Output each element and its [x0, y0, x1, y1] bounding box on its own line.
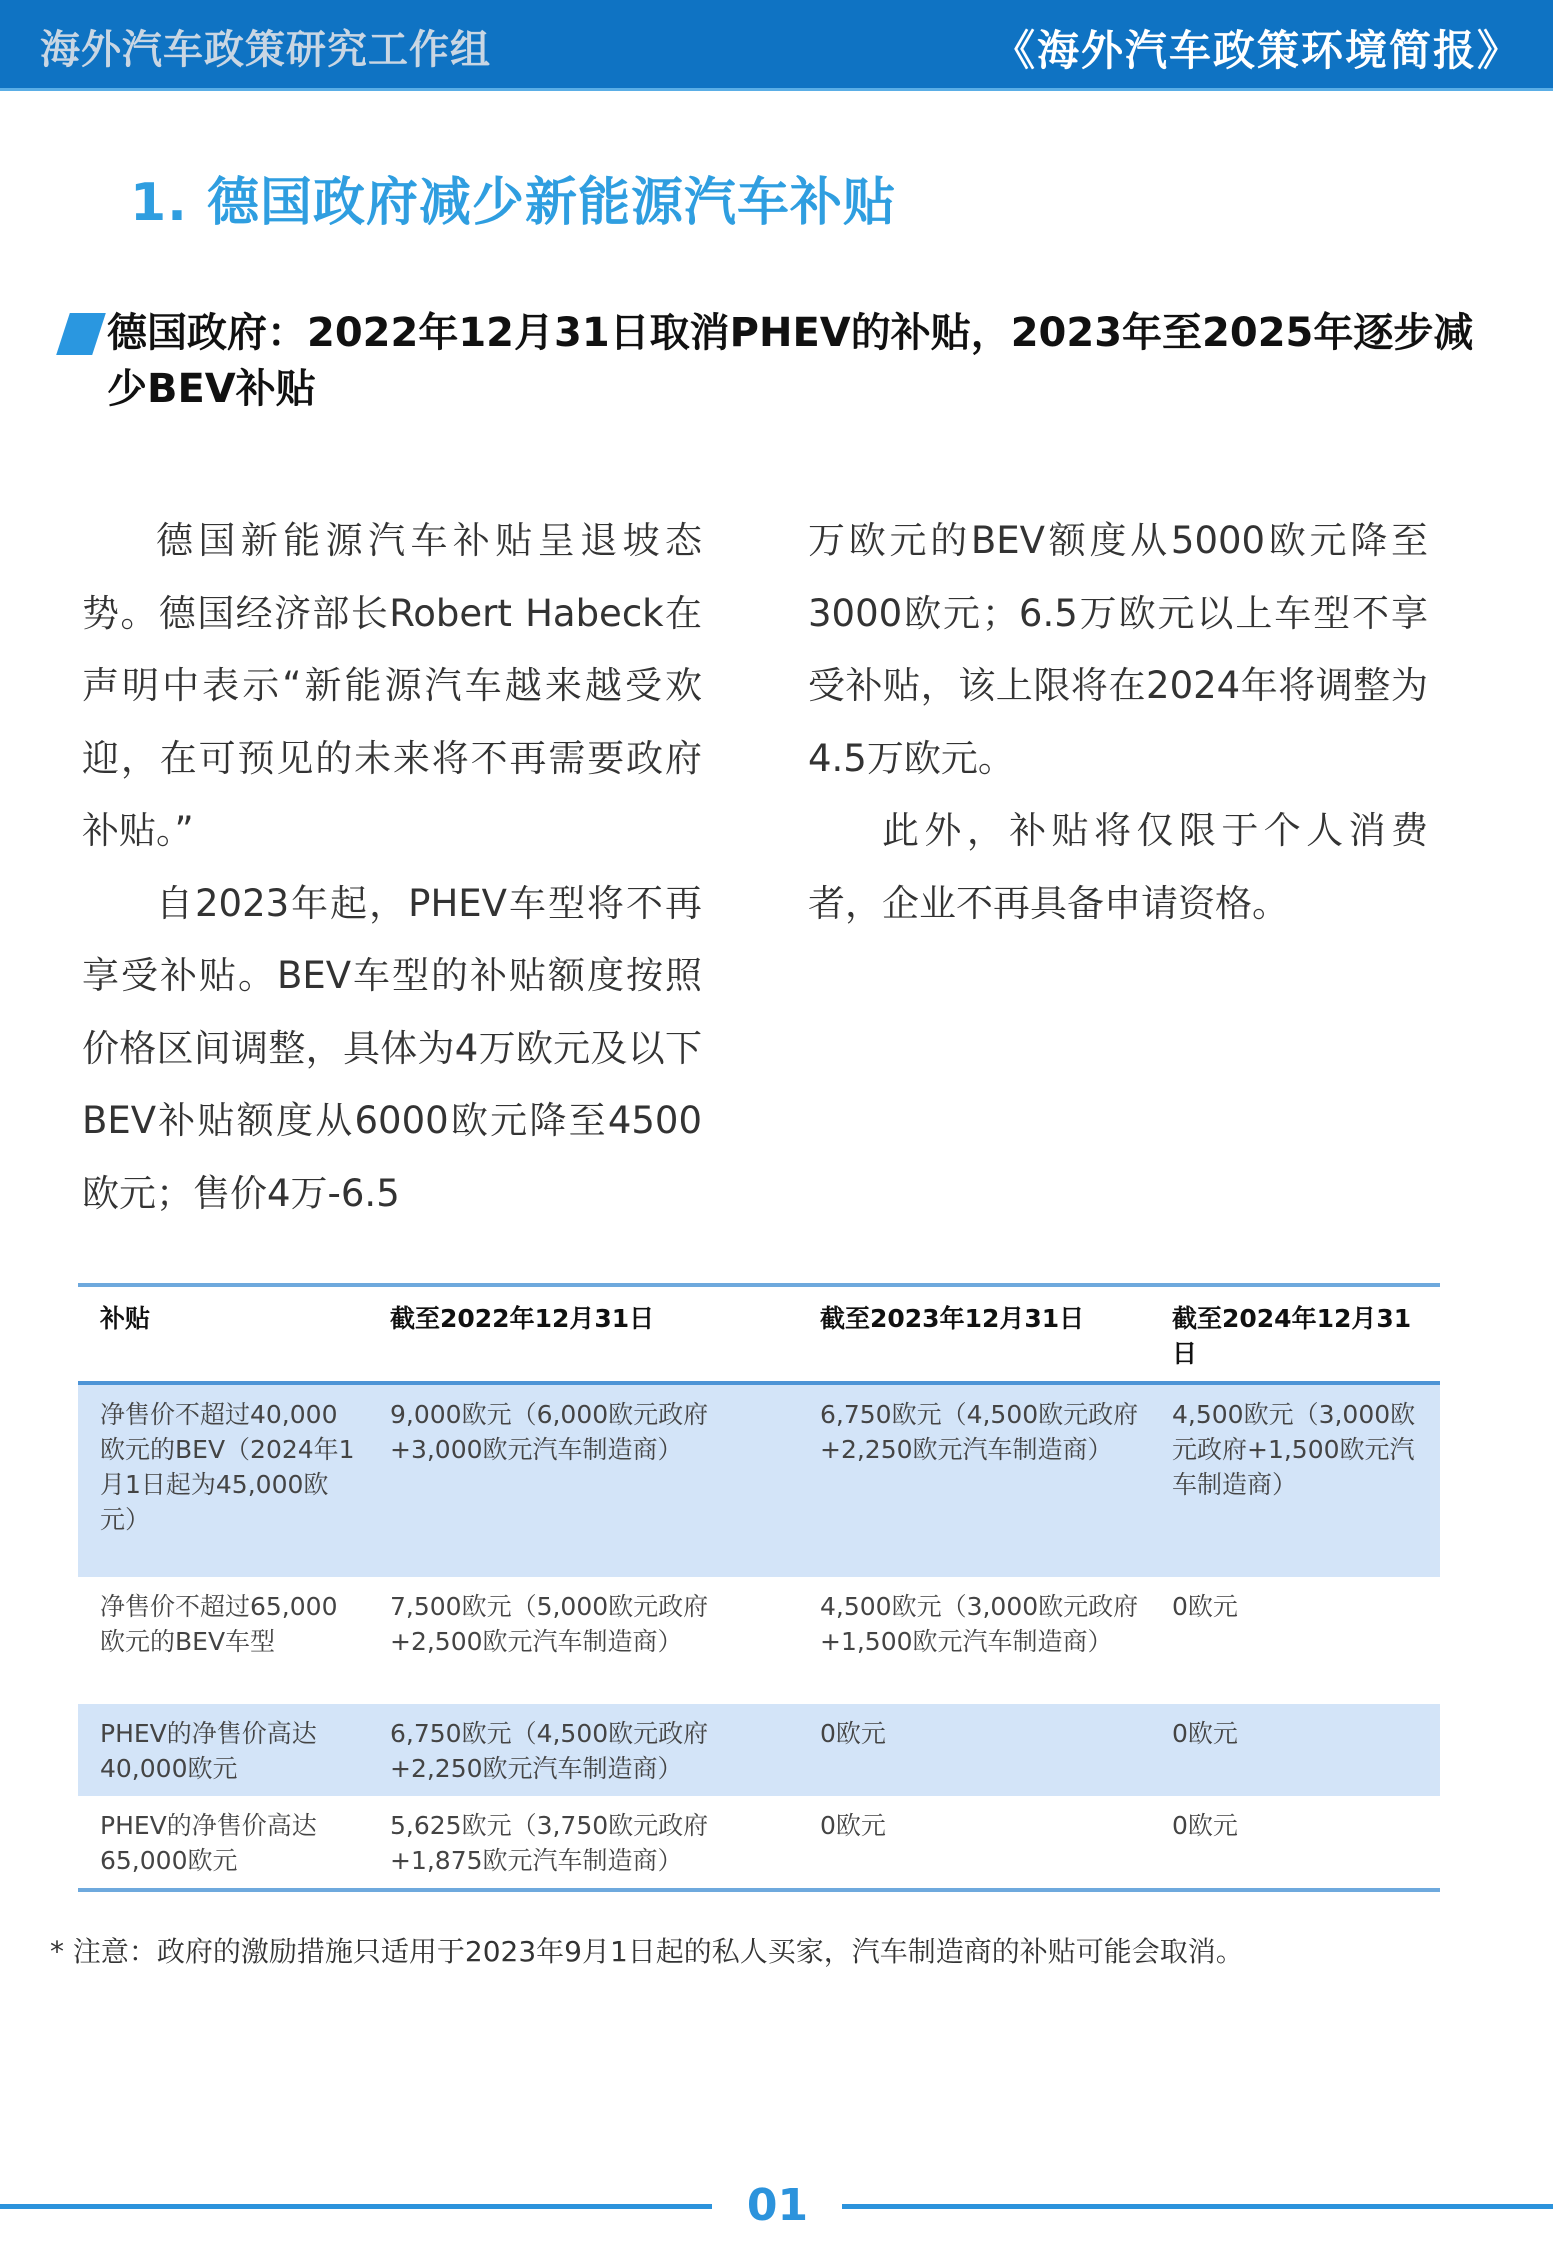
table-cell: 4,500欧元（3,000欧元政府+1,500欧元汽车制造商） [820, 1592, 1139, 1656]
column-header: 截至2024年12月31日 [1172, 1304, 1412, 1368]
table-cell: 5,625欧元（3,750欧元政府+1,875欧元汽车制造商） [390, 1811, 709, 1875]
paragraph: 自2023年起，PHEV车型将不再享受补贴。BEV车型的补贴额度按照价格区间调整，具体为4万欧元及以下BEV补贴额度从6000欧元降至4500欧元；售价4万-6.5 [82, 881, 702, 1215]
table-row [78, 1383, 1440, 1577]
body-column-right [808, 505, 1428, 940]
table-row [78, 1704, 1440, 1796]
table-cell: 0欧元 [820, 1811, 886, 1840]
table-cell: 0欧元 [1172, 1719, 1238, 1748]
subheading [55, 305, 1485, 417]
organization-name: 海外汽车政策研究工作组 [40, 27, 491, 73]
table-row [78, 1577, 1440, 1704]
column-header: 补贴 [100, 1304, 151, 1333]
category-cell: 净售价不超过65,000欧元的BEV车型 [100, 1592, 338, 1656]
table-header-row [78, 1285, 1440, 1383]
footnote: * 注意：政府的激励措施只适用于2023年9月1日起的私人买家，汽车制造商的补贴可能会取消。 [50, 1935, 1244, 1968]
section-title: 1. 德国政府减少新能源汽车补贴 [130, 173, 897, 233]
table-cell: 0欧元 [1172, 1592, 1238, 1621]
table-cell: 0欧元 [820, 1719, 886, 1748]
table-cell: 9,000欧元（6,000欧元政府+3,000欧元汽车制造商） [390, 1400, 709, 1464]
footer-divider-right [842, 2204, 1553, 2209]
header-bar [0, 0, 1553, 91]
column-header: 截至2023年12月31日 [820, 1304, 1085, 1333]
table-cell: 7,500欧元（5,000欧元政府+2,500欧元汽车制造商） [390, 1592, 709, 1656]
paragraph: 此外，补贴将仅限于个人消费者，企业不再具备申请资格。 [808, 809, 1428, 925]
category-cell: PHEV的净售价高达40,000欧元 [100, 1719, 317, 1783]
parallelogram-marker-icon [56, 313, 106, 355]
table-cell: 6,750欧元（4,500欧元政府+2,250欧元汽车制造商） [820, 1400, 1139, 1464]
subsidy-table [78, 1283, 1440, 1892]
page-footer [0, 2180, 1553, 2240]
table-cell: 0欧元 [1172, 1811, 1238, 1840]
footer-divider-left [0, 2204, 712, 2209]
page-number: 01 [746, 2180, 809, 2231]
column-header: 截至2022年12月31日 [390, 1304, 655, 1333]
paragraph: 万欧元的BEV额度从5000欧元降至3000欧元；6.5万欧元以上车型不享受补贴，该上限将在2024年将调整为4.5万欧元。 [808, 519, 1428, 780]
table-cell: 6,750欧元（4,500欧元政府+2,250欧元汽车制造商） [390, 1719, 709, 1783]
table-cell: 4,500欧元（3,000欧元政府+1,500欧元汽车制造商） [1172, 1400, 1416, 1499]
category-cell: 净售价不超过40,000欧元的BEV（2024年1月1日起为45,000欧元） [100, 1400, 355, 1534]
paragraph: 德国新能源汽车补贴呈退坡态势。德国经济部长Robert Habeck在声明中表示“新能源汽车越来越受欢迎，在可预见的未来将不再需要政府补贴。” [82, 519, 702, 852]
publication-title: 《海外汽车政策环境简报》 [992, 26, 1521, 75]
subheading-text: 德国政府：2022年12月31日取消PHEV的补贴，2023年至2025年逐步减少BEV补贴 [107, 310, 1474, 412]
table-row [78, 1796, 1440, 1890]
body-column-left [82, 505, 702, 1230]
category-cell: PHEV的净售价高达65,000欧元 [100, 1811, 317, 1875]
